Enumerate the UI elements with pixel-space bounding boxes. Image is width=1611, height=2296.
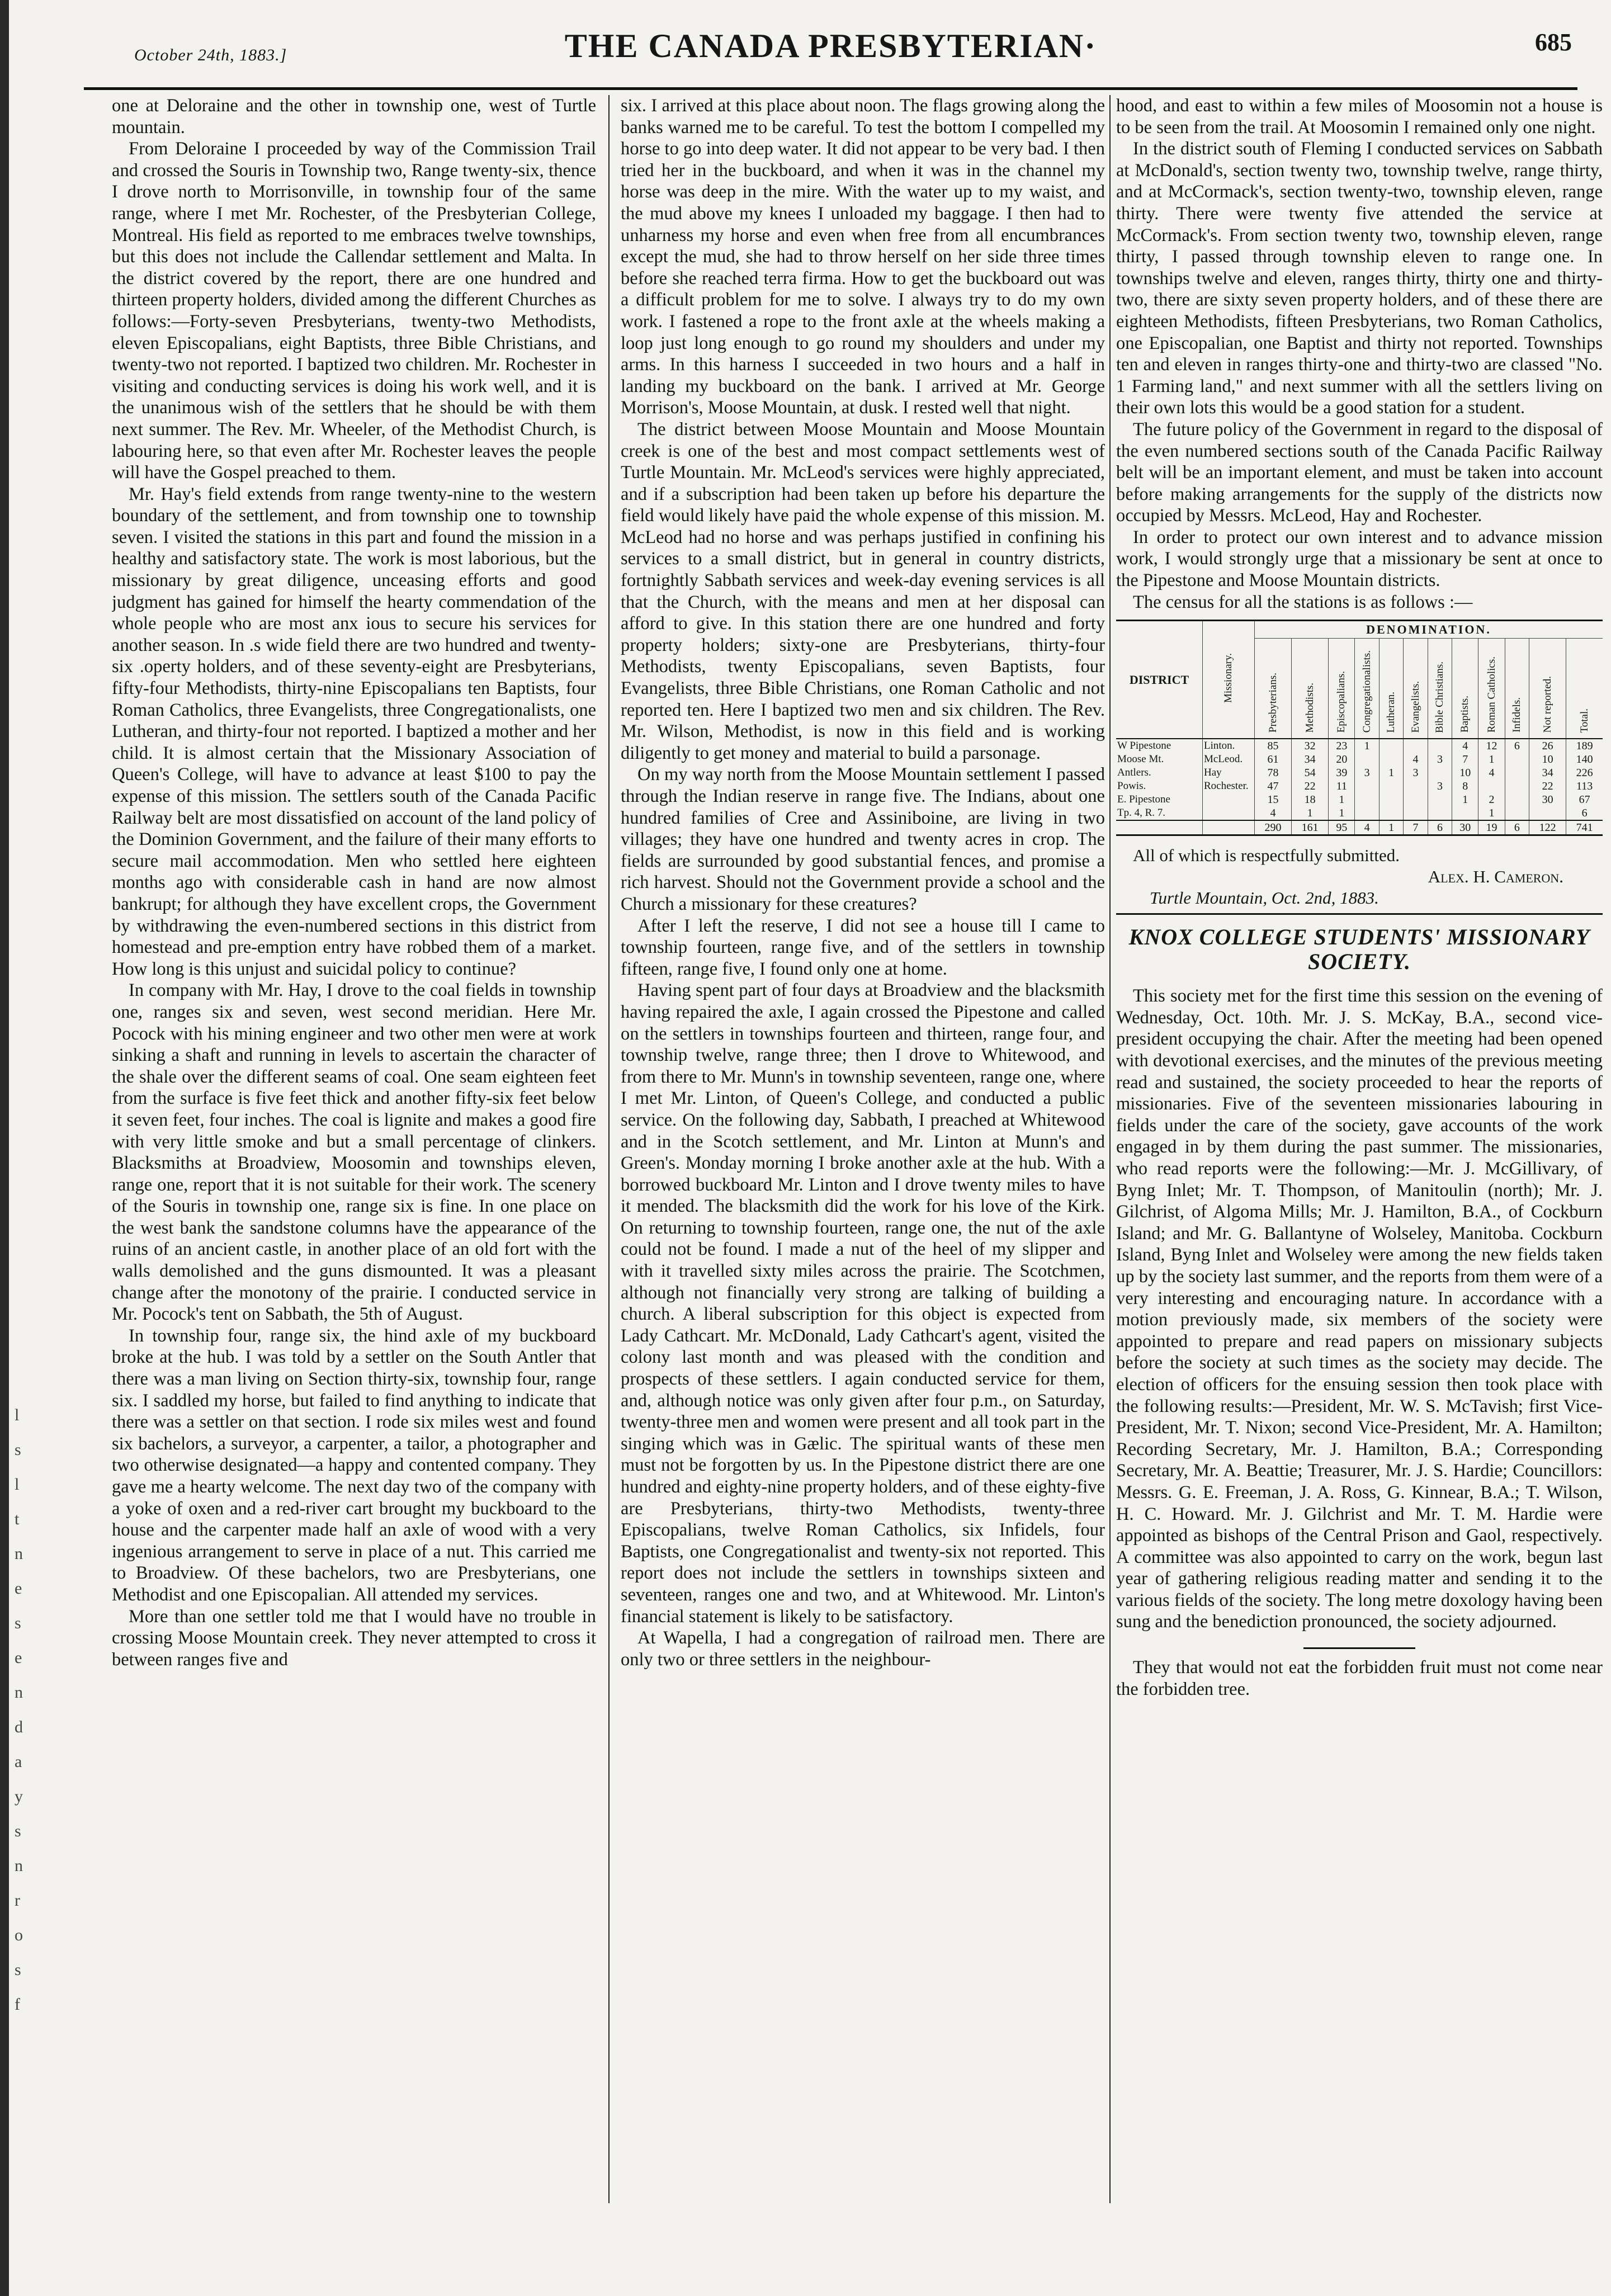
count-cell: 3 — [1404, 766, 1428, 779]
denomination-column-header: Not reported. — [1529, 639, 1566, 739]
count-cell: 39 — [1329, 766, 1355, 779]
paragraph: In order to protect our own interest and to advance mission work, I would strongly urge that a missionary be sent at once to the Pipestone and Moose Mountain districts. — [1116, 527, 1603, 591]
missionary-cell — [1203, 793, 1255, 806]
missionary-header: Missionary. — [1203, 621, 1255, 739]
signature: Alex. H. Cameron. — [1428, 867, 1563, 887]
count-cell: 11 — [1329, 779, 1355, 793]
count-cell — [1355, 779, 1379, 793]
count-cell: 30 — [1529, 793, 1566, 806]
count-cell — [1404, 793, 1428, 806]
margin-mark: s — [15, 1960, 21, 1979]
count-cell — [1478, 779, 1505, 793]
denomination-column-header: Bible Christians. — [1428, 639, 1452, 739]
left-margin-marks — [15, 1398, 26, 2022]
count-cell: 22 — [1529, 779, 1566, 793]
count-cell: 8 — [1452, 779, 1478, 793]
district-cell: Tp. 4, R. 7. — [1116, 806, 1203, 820]
margin-mark: n — [15, 1856, 23, 1875]
total-cell: 290 — [1255, 820, 1292, 835]
count-cell: 1 — [1452, 793, 1478, 806]
count-cell: 1 — [1478, 806, 1505, 820]
masthead-title: THE CANADA PRESBYTERIAN· — [564, 27, 1097, 64]
count-cell: 22 — [1292, 779, 1329, 793]
count-cell: 15 — [1255, 793, 1292, 806]
filler-paragraph: They that would not eat the forbidden fruit must not come near the forbidden tree. — [1116, 1657, 1603, 1699]
count-cell: 26 — [1529, 739, 1566, 753]
paragraph: More than one settler told me that I would have no trouble in crossing Moose Mountain creek. They never attempted to cross it between ranges five and — [112, 1606, 596, 1670]
count-cell: 113 — [1576, 779, 1593, 792]
count-cell — [1505, 779, 1529, 793]
missionary-cell: Hay — [1203, 766, 1255, 779]
margin-mark: y — [15, 1787, 23, 1806]
dateline: Turtle Mountain, Oct. 2nd, 1883. — [1150, 888, 1379, 908]
count-cell: 34 — [1529, 766, 1566, 779]
count-cell — [1505, 753, 1529, 766]
count-cell — [1379, 739, 1403, 753]
count-cell: 3 — [1428, 753, 1452, 766]
paragraph: hood, and east to within a few miles of Moosomin not a house is to be seen from the trail. At Moosomin I remained only one night. — [1116, 96, 1603, 138]
margin-mark: s — [15, 1822, 21, 1840]
count-cell: 6 — [1581, 806, 1588, 819]
count-cell: 140 — [1576, 753, 1593, 766]
page-number: 685 — [1535, 29, 1572, 56]
count-cell — [1505, 806, 1529, 820]
count-cell: 10 — [1529, 753, 1566, 766]
table-row — [1116, 806, 1603, 820]
denomination-column-header: Presbyterians. — [1255, 639, 1292, 739]
count-cell: 189 — [1566, 739, 1603, 753]
paragraph: The district between Moose Mountain and Moose Mountain creek is one of the best and most compact settlements west of Turtle Mountain. Mr. McLeod's services were highly appreciated, and if a subscription had been taken up before his departure the field would likely have paid the whole expense of this mission. M. McLeod had no horse and was perhaps justified in confining his services to a small district, but in general in country districts, fortnightly Sabbath services and week-day evening services is all that the Church, with the means and men at her disposal can afford to give. In this station there are one hundred and forty property holders; sixty-one are Presbyterians, thirty-four Methodists, twenty Episcopalians, seven Baptists, four Evangelists, three Bible Christians, one Roman Catholic and not reported ten. Here I baptized two men and six children. The Rev. Mr. Wilson, Methodist, is now in this field and is working diligently to get money and material to build a parsonage. — [621, 419, 1105, 763]
page-margin-bar — [0, 0, 9, 2296]
paragraph: The future policy of the Government in regard to the disposal of the even numbered sections south of the Canada Pacific Railway belt will be an important element, and must be taken into account before making arrangements for the supply of the districts now occupied by Messrs. McLeod, Hay and Rochester. — [1116, 419, 1603, 526]
count-cell: 7 — [1452, 753, 1478, 766]
count-cell: 85 — [1255, 739, 1292, 753]
margin-mark: s — [15, 1614, 21, 1632]
table-row — [1116, 766, 1603, 779]
district-cell: Antlers. — [1116, 766, 1203, 779]
separator-rule — [1303, 1647, 1415, 1649]
count-cell — [1355, 753, 1379, 766]
total-cell: 4 — [1355, 820, 1379, 835]
missionary-cell: McLeod. — [1203, 753, 1255, 766]
count-cell — [1505, 793, 1529, 806]
paragraph: In company with Mr. Hay, I drove to the coal fields in township one, ranges six and seven, west second meridian. Here Mr. Pocock with his mining engineer and two other men were at work sinking a shaft and running in levels to ascertain the character of the shale over the different seams of coal. One seam eighteen feet from the surface is five feet thick and another fifty-six feet below it seven feet, four inches. The coal is lignite and makes a good fire with very little smoke and but a small percentage of clinkers. Blacksmiths at Broadview, Moosomin and townships eleven, range one, report that it is not suitable for their work. The scenery of the Souris in township one, range six is fine. In one place on the west bank the sandstone columns have the appearance of the ruins of an ancient castle, in another place of an old fort with the walls demolished and the guns dismounted. It was a pleasant change after the monotony of the prairie. I conducted service in Mr. Pocock's tent on Sabbath, the 5th of August. — [112, 980, 596, 1325]
table-row — [1116, 793, 1603, 806]
margin-mark: n — [15, 1544, 23, 1563]
district-cell: E. Pipestone — [1116, 793, 1203, 806]
count-cell — [1505, 766, 1529, 779]
paragraph: In the district south of Fleming I conducted services on Sabbath at McDonald's, section twenty two, township twelve, range thirty, and at McCormack's, section twenty-two, township eleven, range thirty. There were twenty five attended the service at McCormack's. From section twenty two, township eleven, range thirty, I passed through township eleven to range one. In townships twelve and eleven, ranges thirty, thirty one and thirty-two, there are sixty seven property holders, and of these there are eighteen Methodists, fifteen Presbyterians, two Roman Catholics, one Episcopalian, one Baptist and thirty not reported. Townships ten and eleven in ranges thirty-one and thirty-two are classed "No. 1 Farming land," and next summer with all the settlers living on their own lots this would be a good station for a student. — [1116, 139, 1603, 418]
margin-mark: e — [15, 1648, 22, 1667]
denomination-column-header: Total. — [1578, 708, 1590, 733]
page-header — [84, 21, 1577, 83]
section-title: KNOX COLLEGE STUDENTS' MISSIONARY SOCIETY. — [1128, 924, 1590, 975]
total-cell: 6 — [1428, 820, 1452, 835]
count-cell: 67 — [1579, 793, 1590, 806]
missionary-cell: Rochester. — [1203, 779, 1255, 793]
count-cell: 47 — [1255, 779, 1292, 793]
census-body — [1116, 739, 1603, 835]
margin-mark: t — [15, 1510, 20, 1528]
count-cell: 3 — [1355, 766, 1379, 779]
denomination-column-header: Episcopalians. — [1329, 639, 1355, 739]
count-cell — [1355, 806, 1379, 820]
column-divider — [1109, 95, 1111, 2203]
missionary-cell — [1203, 806, 1255, 820]
district-cell: Powis. — [1116, 779, 1203, 793]
count-cell: 4 — [1404, 753, 1428, 766]
total-cell: 6 — [1505, 820, 1529, 835]
paragraph: The census for all the stations is as follows :— — [1133, 592, 1473, 612]
margin-mark: a — [15, 1752, 22, 1771]
total-cell: 1 — [1379, 820, 1403, 835]
count-cell: 6 — [1505, 739, 1529, 753]
denomination-column-header: Congregationalists. — [1355, 639, 1379, 739]
total-cell: 30 — [1452, 820, 1478, 835]
count-cell — [1404, 739, 1428, 753]
count-cell: 4 — [1478, 766, 1505, 779]
missionary-cell: Linton. — [1203, 739, 1255, 753]
count-cell: 34 — [1292, 753, 1329, 766]
count-cell — [1355, 793, 1379, 806]
count-cell — [1404, 779, 1428, 793]
denomination-column-header: Lutheran. — [1379, 639, 1403, 739]
count-cell: 23 — [1329, 739, 1355, 753]
margin-mark: s — [15, 1440, 21, 1459]
count-cell: 1 — [1292, 806, 1329, 820]
column-3 — [1116, 95, 1603, 2209]
district-cell: W Pipestone — [1116, 739, 1203, 753]
header-date: October 24th, 1883.] — [134, 46, 287, 64]
closing-line: All of which is respectfully submitted. — [1133, 845, 1400, 866]
totals-row — [1116, 820, 1603, 835]
denomination-column-header: Roman Catholics. — [1478, 639, 1505, 739]
paragraph: Mr. Hay's field extends from range twenty-nine to the western boundary of the settlement, and from township one to township seven. I visited the stations in this part and found the mission in a healthy and satisfactory state. The work is most laborious, but the missionary by great diligence, unceasing efforts and good judgment has gained for himself the hearty commendation of the whole people who are most anx ious to secure his services for another season. In .s wide field there are two hundred and twenty-six .operty holders, and of these seventy-eight are Presbyterians, fifty-four Methodists, thirty-nine Episcopalians ten Baptists, four Roman Catholics, three Evangelists, three Congregationalists, one Lutheran, and thirty-four not reported. I baptized a mother and her child. It is almost certain that the Missionary Association of Queen's College, will have to advance at least $100 to pay the expense of this mission. The settlers south of the Canada Pacific Railway belt are most dissatisfied on account of the land policy of the Dominion Government, and the failure of their many efforts to secure mail accommodation. Men who settled here eighteen months ago with considerable cash in hand are now almost bankrupt; for although they have excellent crops, the Government by withdrawing the even-numbered sections in this district from homestead and pre-emption entry have robbed them of a market. How long is this unjust and suicidal policy to continue? — [112, 484, 596, 979]
table-row — [1116, 753, 1603, 766]
total-cell: 161 — [1292, 820, 1329, 835]
count-cell: 1 — [1478, 753, 1505, 766]
total-cell: 122 — [1529, 820, 1566, 835]
count-cell: 1 — [1329, 806, 1355, 820]
count-cell: 4 — [1452, 739, 1478, 753]
denomination-column-header: Methodists. — [1292, 639, 1329, 739]
paragraph: After I left the reserve, I did not see a house till I came to township fourteen, range five, and of the settlers in township fifteen, range five, I found only one at home. — [621, 915, 1105, 979]
count-cell — [1379, 793, 1403, 806]
paragraph: On my way north from the Moose Mountain settlement I passed through the Indian reserve in range five. The Indians, about one hundred families of Cree and Assiniboine, are living in two villages; they have one hundred and twenty acres in crop. The fields are surrounded by good substantial fences, and promise a rich harvest. Should not the Government provide a school and the Church a missionary for these creatures? — [621, 764, 1105, 914]
margin-mark: l — [15, 1406, 20, 1424]
count-cell: 61 — [1255, 753, 1292, 766]
count-cell: 2 — [1478, 793, 1505, 806]
margin-mark: l — [15, 1475, 20, 1494]
count-cell — [1379, 779, 1403, 793]
margin-mark: o — [15, 1926, 23, 1944]
count-cell — [1379, 753, 1403, 766]
count-cell: 3 — [1428, 779, 1452, 793]
column-divider — [608, 95, 610, 2203]
margin-mark: r — [15, 1891, 20, 1910]
table-row — [1116, 779, 1603, 793]
margin-mark: n — [15, 1683, 23, 1702]
census-table — [1116, 620, 1603, 836]
empty-cell — [1203, 820, 1255, 835]
count-cell: 32 — [1292, 739, 1329, 753]
header-rule — [84, 87, 1577, 90]
paragraph: six. I arrived at this place about noon. The flags growing along the banks warned me to be careful. To test the bottom I compelled my horse to go into deep water. It did not appear to be very bad. I then tried her in the buckboard, and when it was in the channel my horse was deep in the mire. With the water up to my waist, and the mud above my knees I unloaded my baggage. I then had to unharness my horse and even when free from all encumbrances except the mud, she had to throw herself on her side three times before she reached terra firma. How to get the buckboard out was a difficult problem for me to solve. I always try to do my own work. I fastened a rope to the front axle at the wheels making a loop just long enough to go round my shoulders and under my arms. In this harness I succeeded in two hours and a half in landing my buckboard on the bank. I arrived at Mr. George Morrison's, Moose Mountain, at dusk. I rested well that night. — [621, 96, 1105, 418]
paragraph: From Deloraine I proceeded by way of the Commission Trail and crossed the Souris in Township two, Range twenty-six, thence I drove north to Morrisonville, in township four of the same range, where I met Mr. Rochester, of the Presbyterian College, Montreal. His field as reported to me embraces twelve townships, but this does not include the Callendar settlement and Malta. In the district covered by the report, there are one hundred and thirteen property holders, divided among the different Churches as follows:—Forty-seven Presbyterians, twenty-two Methodists, eleven Episcopalians, eight Baptists, three Bible Christians, and twenty-two not reported. I baptized two children. Mr. Rochester in visiting and conducting services is doing his work well, and it is the unanimous wish of the settlers that he should be with them next summer. The Rev. Mr. Wheeler, of the Methodist Church, is labouring here, so that even after Mr. Rochester leaves the people will have the Gospel preached to them. — [112, 139, 596, 483]
count-cell — [1428, 806, 1452, 820]
total-cell: 19 — [1478, 820, 1505, 835]
count-cell: 54 — [1292, 766, 1329, 779]
count-cell: 20 — [1329, 753, 1355, 766]
count-cell: 18 — [1292, 793, 1329, 806]
count-cell: 10 — [1452, 766, 1478, 779]
section-rule — [1116, 913, 1603, 915]
paragraph: Having spent part of four days at Broadview and the blacksmith having repaired the axle, I again crossed the Pipestone and called on the settlers in townships fourteen and thirteen, range four, and township twelve, range three; then I drove to Whitewood, and from there to Mr. Munn's in township seventeen, range one, where I met Mr. Linton, of Queen's College, and conducted a public service. On the following day, Sabbath, I preached at Whitewood and in the Scotch settlement, and Mr. Linton at Munn's and Green's. Monday morning I broke another axle at the hub. With a borrowed buckboard Mr. Linton and I drove twenty miles to have it mended. The blacksmith did the work for his love of the Kirk. On returning to township fourteen, range one, the nut of the axle could not be found. I made a nut of the heel of my slipper and with it travelled sixty miles across the prairie. The Scotchmen, although not financially very strong are talking of building a church. A liberal subscription for this object is expected from Lady Cathcart. Mr. McDonald, Lady Cathcart's agent, visited the colony last month and was pleased with the condition and prospects of these settlers. I again conducted service for them, and, although notice was only given after four p.m., on Saturday, twenty-three men and women were present and all took part in the singing which was in Gælic. The spiritual wants of these men must not be forgotten by us. In the Pipestone district there are one hundred and eighty-nine property holders, and of these eighty-five are Presbyterians, thirty-two Methodists, twenty-three Episcopalians, twelve Roman Catholics, six Infidels, four Baptists, one Congregationalist and twenty-six not reported. This report does not include the settlers in townships sixteen and seventeen, ranges one and two, and at Whitewood. Mr. Linton's financial statement is likely to be satisfactory. — [621, 980, 1105, 1627]
empty-cell — [1116, 820, 1203, 835]
count-cell: 4 — [1255, 806, 1292, 820]
denomination-header: DENOMINATION. — [1255, 621, 1603, 639]
table-row — [1116, 739, 1603, 753]
count-cell: 78 — [1255, 766, 1292, 779]
margin-mark: d — [15, 1718, 23, 1736]
count-cell: 12 — [1478, 739, 1505, 753]
total-cell: 95 — [1329, 820, 1355, 835]
total-cell: 741 — [1566, 820, 1603, 835]
column-2 — [621, 95, 1105, 2209]
denomination-column-header: Infidels. — [1505, 639, 1529, 739]
district-header: DISTRICT — [1116, 621, 1203, 739]
margin-mark: e — [15, 1579, 22, 1598]
count-cell — [1428, 739, 1452, 753]
count-cell: 226 — [1576, 766, 1593, 779]
count-cell — [1428, 793, 1452, 806]
count-cell: 1 — [1329, 793, 1355, 806]
paragraph: At Wapella, I had a congregation of railroad men. There are only two or three settlers in the neighbour- — [621, 1628, 1105, 1670]
count-cell: 1 — [1379, 766, 1403, 779]
district-cell: Moose Mt. — [1116, 753, 1203, 766]
count-cell — [1404, 806, 1428, 820]
margin-mark: f — [15, 1995, 20, 2014]
count-cell — [1379, 806, 1403, 820]
count-cell: 1 — [1355, 739, 1379, 753]
denomination-column-header: Baptists. — [1452, 639, 1478, 739]
denomination-column-header: Evangelists. — [1404, 639, 1428, 739]
total-cell: 7 — [1404, 820, 1428, 835]
count-cell — [1428, 766, 1452, 779]
column-1 — [112, 95, 596, 2209]
paragraph: In township four, range six, the hind axle of my buckboard broke at the hub. I was told by a settler on the South Antler that there was a man living on Section thirty-six, township four, range six. I saddled my horse, but failed to find anything to indicate that there was a settler on that section. I rode six miles west and found six bachelors, a surveyor, a carpenter, a tailor, a photographer and two otherwise designated—a happy and contented company. They gave me a hearty welcome. The next day two of the company with a yoke of oxen and a red-river cart brought my buckboard to the house and the carpenter made half an axle of wood with a very ingenious arrangement to serve in place of a nut. This carried me to Broadview. Of these bachelors, two are Presbyterians, one Methodist and one Episcopalian. All attended my services. — [112, 1325, 596, 1605]
count-cell — [1529, 806, 1566, 820]
paragraph: one at Deloraine and the other in township one, west of Turtle mountain. — [112, 96, 596, 138]
paragraph: This society met for the first time this session on the evening of Wednesday, Oct. 10th. Mr. J. S. McKay, B.A., second vice-president occupying the chair. After the meeting had been opened with devotional exercises, and the minutes of the previous meeting read and sustained, the society proceeded to hear the reports of missionaries. Five of the seventeen missionaries labouring in fields under the care of the society, gave accounts of the work engaged in by them during the past summer. The missionaries, who read reports were the following:—Mr. J. McGillivary, of Byng Inlet; Mr. T. Thompson, of Manitoulin (north); Mr. J. Gilchrist, of Algoma Mills; Mr. J. Hamilton, B.A., of Cockburn Island; and Mr. G. Ballantyne of Wolseley, Manitoba. Cockburn Island, Byng Inlet and Wolseley were among the new fields taken up by the society last summer, and the reports from them were of a very interesting and encouraging nature. In accordance with a motion previously made, six members of the society were appointed to prepare and read papers on missionary subjects before the society at such times as the society may decide. The election of officers for the ensuing session then took place with the following results:—President, Mr. W. S. McTavish; first Vice-President, Mr. T. Nixon; second Vice-President, Mr. A. Hamilton; Recording Secretary, Mr. J. Hamilton, B.A.; Corresponding Secretary, Mr. A. Beattie; Treasurer, Mr. J. S. Hardie; Councillors: Messrs. G. E. Freeman, J. A. Ross, G. Kinnear, B.A.; T. Wilson, H. C. Howard. Mr. J. Gilchrist and Mr. T. M. Hardie were appointed as bishops of the Central Prison and Gaol, respectively. A committee was also appointed to carry on the work, begun last year of gathering religious reading matter and sending it to the various fields of the society. The long metre doxology having been sung and the benediction pronounced, the society adjourned. — [1116, 986, 1603, 1632]
count-cell — [1452, 806, 1478, 820]
